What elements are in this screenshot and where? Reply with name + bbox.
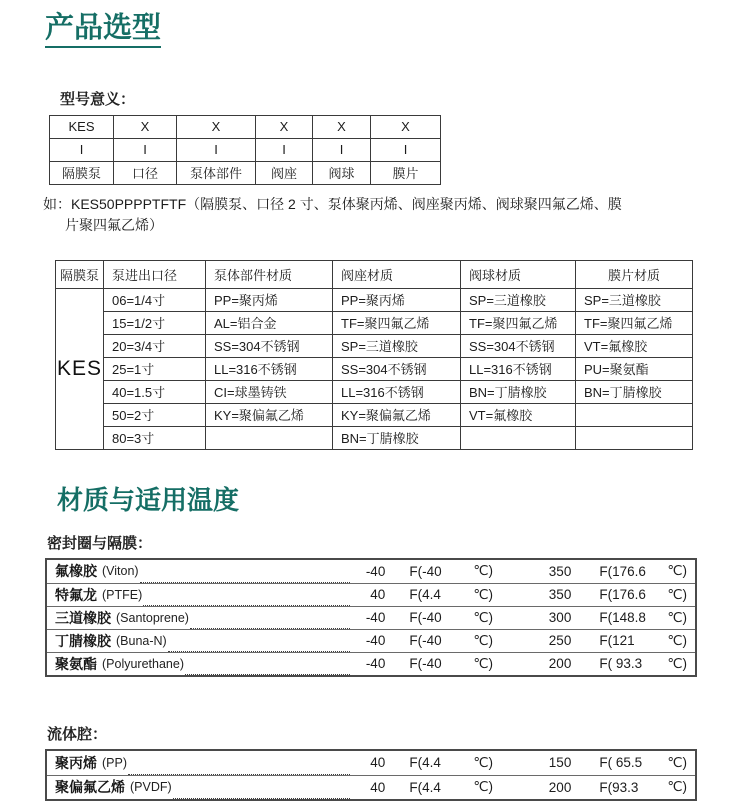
dot-leader (140, 575, 351, 583)
table-row (56, 380, 693, 403)
material-name: 聚丙烯 (55, 754, 97, 771)
material-name: 聚氨酯 (55, 655, 97, 672)
header-seat-material: 阀座材质 (333, 260, 461, 288)
material-name-en: (PTFE) (102, 587, 143, 602)
cell (206, 426, 333, 449)
cell: PP=聚丙烯 (333, 288, 461, 311)
cell (576, 403, 693, 426)
min-temp-f: 40 (370, 587, 386, 603)
min-temp-c: F(-40 (409, 633, 442, 649)
table-row (56, 288, 693, 311)
material-selection-table (55, 260, 693, 450)
min-temp-unit: ℃) (473, 655, 493, 671)
cell: 06=1/4寸 (104, 288, 206, 311)
cell: VT=氟橡胶 (576, 334, 693, 357)
cell: I (256, 138, 313, 161)
max-temp-f: 300 (548, 610, 572, 626)
table-row (47, 751, 695, 775)
cell: 隔膜泵 (50, 161, 114, 184)
table-row (47, 560, 695, 583)
cell: I (50, 138, 114, 161)
cell: SS=304不锈钢 (333, 357, 461, 380)
cell: X (313, 115, 371, 138)
max-temp-c: F( 93.3 (599, 656, 643, 672)
cell: PP=聚丙烯 (206, 288, 333, 311)
cell: SP=三道橡胶 (333, 334, 461, 357)
cell: X (371, 115, 441, 138)
cell: KY=聚偏氟乙烯 (206, 403, 333, 426)
table-row (47, 652, 695, 675)
example-line-1: 如：KES50PPPPTFTF（隔膜泵、口径 2 寸、泵体聚丙烯、阀座聚丙烯、阀球聚四氟乙烯、膜 (43, 195, 622, 212)
cell: KY=聚偏氟乙烯 (333, 403, 461, 426)
table-row (47, 583, 695, 606)
model-meaning-label: 型号意义： (60, 90, 136, 108)
material-name: 三道橡胶 (55, 609, 111, 626)
cell: 泵体部件 (177, 161, 256, 184)
model-code-table (49, 115, 441, 185)
table-row (56, 426, 693, 449)
header-pump: 隔膜泵 (56, 260, 104, 288)
cell: 40=1.5寸 (104, 380, 206, 403)
cell: I (313, 138, 371, 161)
dot-leader (173, 791, 351, 799)
min-temp-unit: ℃) (473, 609, 493, 625)
min-temp-c: F(4.4 (409, 779, 441, 795)
min-temp-f: 40 (370, 755, 386, 771)
cell: 膜片 (371, 161, 441, 184)
min-temp-f: -40 (365, 656, 386, 672)
model-example-text (43, 194, 750, 236)
min-temp-c: F(4.4 (409, 587, 441, 603)
max-temp-c: F(176.6 (599, 587, 646, 603)
max-temp-f: 350 (548, 587, 572, 603)
model-connector-row (50, 138, 441, 161)
header-diaphragm-material: 膜片材质 (576, 260, 693, 288)
max-temp-unit: ℃) (667, 609, 687, 625)
cell: 阀球 (313, 161, 371, 184)
cell: 80=3寸 (104, 426, 206, 449)
min-temp-c: F(-40 (409, 656, 442, 672)
cell: BN=丁腈橡胶 (461, 380, 576, 403)
fluid-chamber-label: 流体腔： (47, 725, 108, 743)
section-title-materials-temperature: 材质与适用温度 (57, 484, 240, 515)
pump-code-cell: KES (56, 288, 104, 449)
max-temp-c: F( 65.5 (599, 755, 643, 771)
table-row (56, 357, 693, 380)
table-row (56, 311, 693, 334)
cell: 20=3/4寸 (104, 334, 206, 357)
min-temp-unit: ℃) (473, 563, 493, 579)
dot-leader (168, 644, 351, 652)
min-temp-c: F(-40 (409, 563, 442, 579)
min-temp-c: F(-40 (409, 610, 442, 626)
min-temp-f: -40 (365, 633, 386, 649)
cell: 口径 (114, 161, 177, 184)
cell: 25=1寸 (104, 357, 206, 380)
min-temp-f: -40 (365, 563, 386, 579)
min-temp-unit: ℃) (473, 754, 493, 770)
material-name-en: (Viton) (102, 564, 139, 579)
header-ball-material: 阀球材质 (461, 260, 576, 288)
max-temp-f: 150 (548, 755, 572, 771)
table-row (47, 629, 695, 652)
cell: BN=丁腈橡胶 (333, 426, 461, 449)
max-temp-unit: ℃) (667, 655, 687, 671)
cell (461, 426, 576, 449)
min-temp-unit: ℃) (473, 632, 493, 648)
max-temp-unit: ℃) (667, 563, 687, 579)
max-temp-f: 200 (548, 779, 572, 795)
material-name: 聚偏氟乙烯 (55, 779, 125, 796)
dot-leader (128, 767, 350, 775)
cell: 50=2寸 (104, 403, 206, 426)
cell: BN=丁腈橡胶 (576, 380, 693, 403)
cell: CI=球墨铸铁 (206, 380, 333, 403)
cell: LL=316不锈钢 (206, 357, 333, 380)
cell: TF=聚四氟乙烯 (461, 311, 576, 334)
max-temp-c: F(93.3 (599, 779, 639, 795)
cell: SP=三道橡胶 (461, 288, 576, 311)
dot-leader (190, 621, 350, 629)
table-row (47, 775, 695, 799)
max-temp-unit: ℃) (667, 754, 687, 770)
cell: I (114, 138, 177, 161)
material-name: 丁腈橡胶 (55, 632, 111, 649)
min-temp-c: F(4.4 (409, 755, 441, 771)
max-temp-unit: ℃) (667, 632, 687, 648)
cell (576, 426, 693, 449)
example-line-2: 片聚四氟乙烯） (65, 216, 163, 233)
fluid-temperature-table (45, 749, 697, 801)
max-temp-c: F(121 (599, 633, 635, 649)
cell: PU=聚氨酯 (576, 357, 693, 380)
max-temp-c: F(176.6 (599, 563, 646, 579)
max-temp-unit: ℃) (667, 586, 687, 602)
cell: AL=铝合金 (206, 311, 333, 334)
material-name-en: (Santoprene) (116, 610, 189, 625)
seal-diaphragm-label: 密封圈与隔膜： (47, 534, 153, 552)
min-temp-unit: ℃) (473, 779, 493, 795)
material-name-en: (PP) (102, 755, 127, 770)
table-row (47, 606, 695, 629)
cell: SS=304不锈钢 (461, 334, 576, 357)
table-row (56, 403, 693, 426)
material-name-en: (PVDF) (130, 780, 172, 795)
cell: LL=316不锈钢 (333, 380, 461, 403)
cell: I (177, 138, 256, 161)
material-name-en: (Buna-N) (116, 633, 167, 648)
model-code-row (50, 115, 441, 138)
selection-header-row (56, 260, 693, 288)
cell: TF=聚四氟乙烯 (333, 311, 461, 334)
max-temp-f: 350 (548, 563, 572, 579)
header-port-size: 泵进出口径 (104, 260, 206, 288)
cell: SS=304不锈钢 (206, 334, 333, 357)
cell: I (371, 138, 441, 161)
cell: SP=三道橡胶 (576, 288, 693, 311)
cell: X (114, 115, 177, 138)
cell: 15=1/2寸 (104, 311, 206, 334)
dot-leader (143, 598, 350, 606)
max-temp-unit: ℃) (667, 779, 687, 795)
seal-temperature-table (45, 558, 697, 677)
min-temp-f: -40 (365, 610, 386, 626)
cell: VT=氟橡胶 (461, 403, 576, 426)
min-temp-unit: ℃) (473, 586, 493, 602)
max-temp-f: 250 (548, 633, 572, 649)
header-body-material: 泵体部件材质 (206, 260, 333, 288)
max-temp-c: F(148.8 (599, 610, 646, 626)
cell: X (177, 115, 256, 138)
cell: KES (50, 115, 114, 138)
material-name: 特氟龙 (55, 586, 97, 603)
max-temp-f: 200 (548, 656, 572, 672)
model-meaning-row (50, 161, 441, 184)
cell: 阀座 (256, 161, 313, 184)
cell: TF=聚四氟乙烯 (576, 311, 693, 334)
min-temp-f: 40 (370, 779, 386, 795)
table-row (56, 334, 693, 357)
material-name: 氟橡胶 (55, 563, 97, 580)
material-name-en: (Polyurethane) (102, 656, 184, 671)
cell: X (256, 115, 313, 138)
cell: LL=316不锈钢 (461, 357, 576, 380)
section-title-product-selection: 产品选型 (45, 13, 161, 48)
dot-leader (185, 667, 350, 675)
